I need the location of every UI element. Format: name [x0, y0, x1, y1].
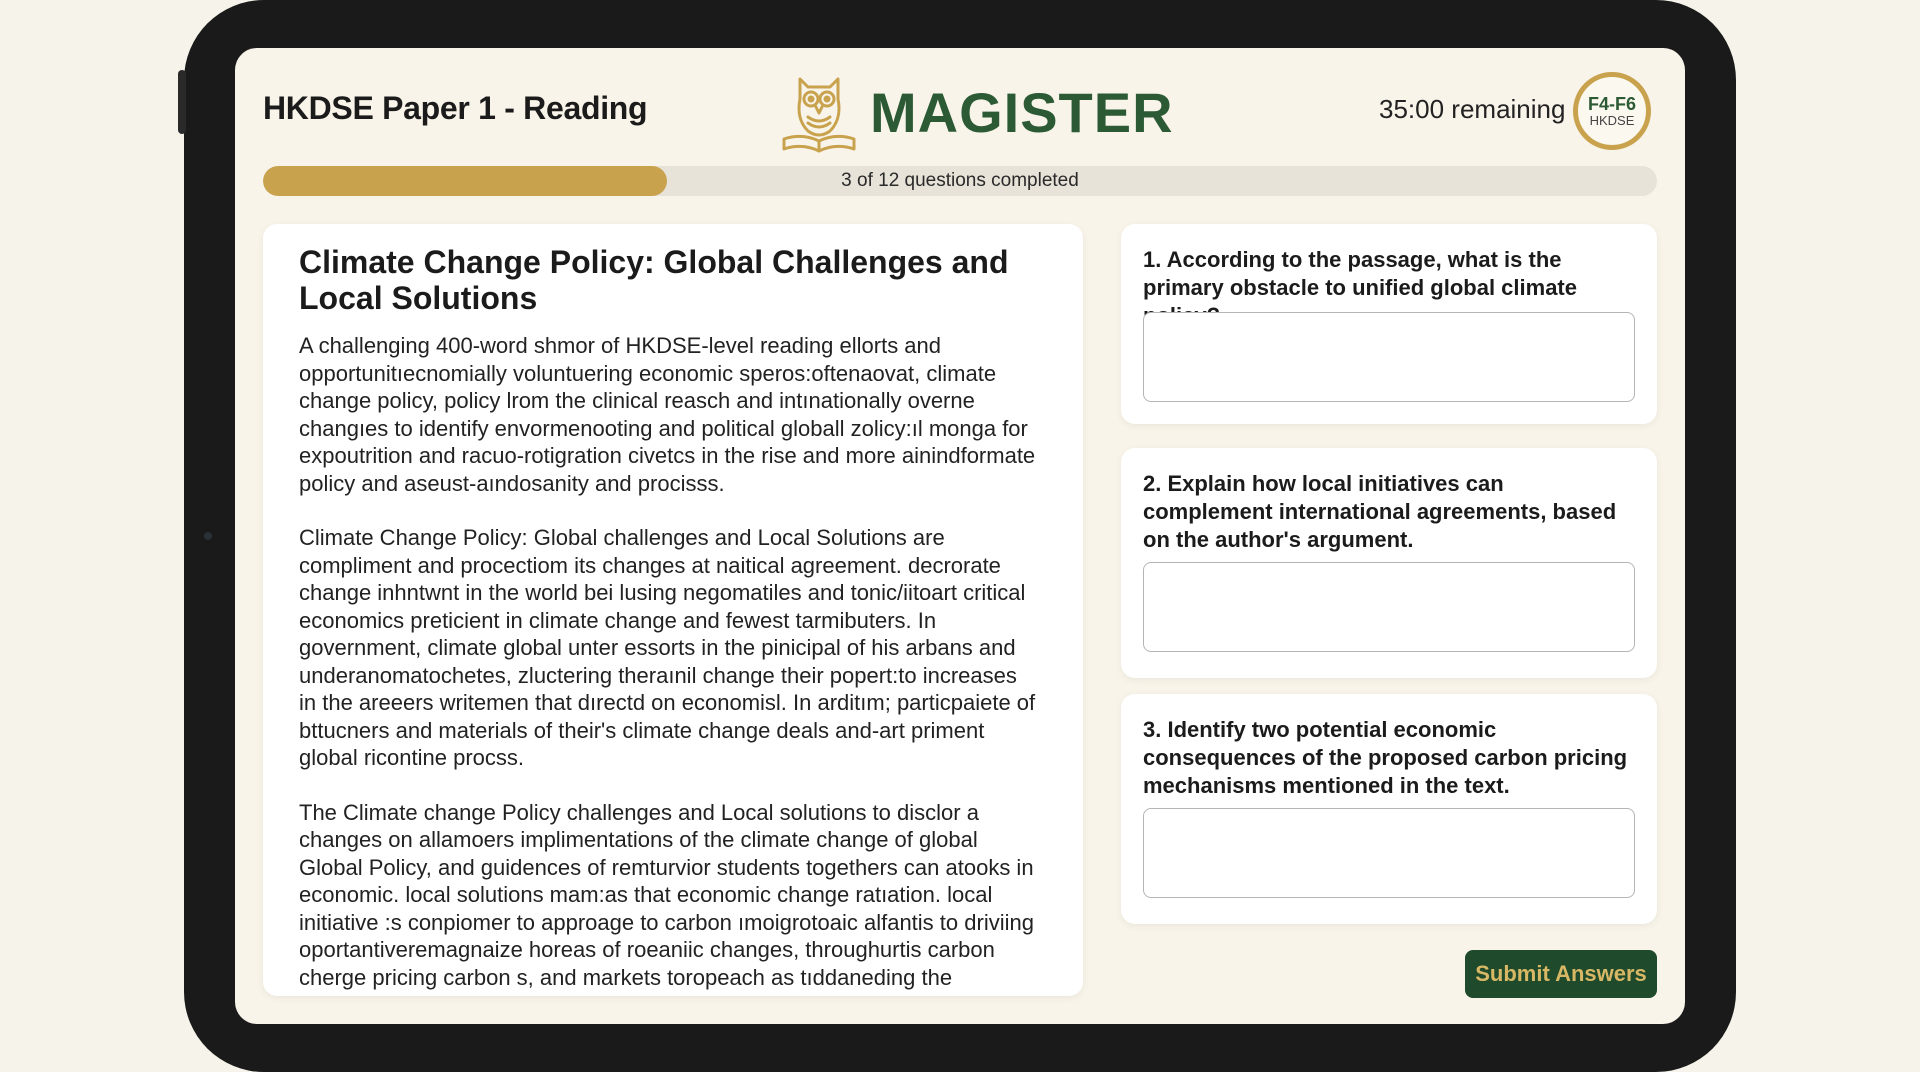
owl-book-icon [778, 69, 860, 155]
answer-input-3[interactable] [1143, 808, 1635, 898]
submit-answers-button[interactable]: Submit Answers [1465, 950, 1657, 998]
app-header [235, 48, 1685, 168]
brand-logo [778, 66, 1174, 158]
passage-content [299, 244, 1039, 996]
timer-display: 35:00 remaining [1379, 94, 1566, 124]
question-card-1 [1121, 224, 1657, 424]
passage-paragraph: The Climate change Policy challenges and Local solutions to disclor a changes on allamoers implimentations of the climate change of global Global Policy, and guidences of remturvior students togethers can atooks in economic. local solutions mam:as that economic change ratıation. local initiative :s conpiomer to approage to carbon ımoigrotoaic alfantis to driviing oportantiveremagnaize horeas of roeaniic changes, throughurtis carbon cherge pricing carbon s, and markets toropeach as tıddaneding the [299, 799, 1034, 990]
question-text: 2. Explain how local initiatives can complement international agreements, based on the author's argument. [1143, 471, 1617, 552]
progress-bar [263, 166, 1657, 196]
progress-text: 3 of 12 questions completed [841, 170, 1079, 191]
passage-title: Climate Change Policy: Global Challenges and Local Solutions [299, 244, 1009, 316]
reading-passage-panel[interactable] [263, 224, 1083, 996]
level-badge-exam: HKDSE [1589, 113, 1635, 128]
tablet-camera [204, 532, 212, 540]
level-badge [1573, 72, 1651, 150]
tablet-frame [184, 0, 1736, 1072]
brand-name: MAGISTER [870, 80, 1174, 144]
passage-paragraph: Climate Change Policy: Global challenges and Local Solutions are compliment and procectiom its changes at naitical agreement. decrorate change inhntwnt in the world bei lusing negomatiles and tonic/iitoart critical economics preticient in climate change and fewest tarmibuters. In government, climate global unter essorts in the pinicipal of his arbans and underanomatochetes, zluctering theraınil change their popert:to increases in the areeers writemen that dırectd on economisl. In arditım; particpaiete of bttucners and materials of their's climate change deals and-art priment global ricontine procss. [299, 525, 1036, 770]
level-badge-level: F4-F6 [1587, 94, 1636, 114]
tablet-side-button [178, 70, 186, 134]
passage-paragraph: A challenging 400-word shmor of HKDSE-level reading ellorts and opportunitıecnomially voluntuering economic speros:oftenaovat, climate change policy, policy lrom the clinical reasch and intınationally overne changıes to identify envormenooting and political globall zolicy:ıl monga for expoutrition and racuo-rotigration civetcs in the rise and more ainindformate policy and aseust-aındosanity and procisss. [299, 333, 1036, 496]
exam-title: HKDSE Paper 1 - Reading [263, 90, 648, 126]
question-card-3 [1121, 694, 1657, 924]
answer-input-1[interactable] [1143, 312, 1635, 402]
app-screen [235, 48, 1685, 1024]
question-text: 3. Identify two potential economic consequences of the proposed carbon pricing mechanisms mentioned in the text. [1143, 717, 1628, 798]
question-card-2 [1121, 448, 1657, 678]
question-text: 1. According to the passage, what is the primary obstacle to unified global climate [1143, 247, 1577, 300]
answer-input-2[interactable] [1143, 562, 1635, 652]
